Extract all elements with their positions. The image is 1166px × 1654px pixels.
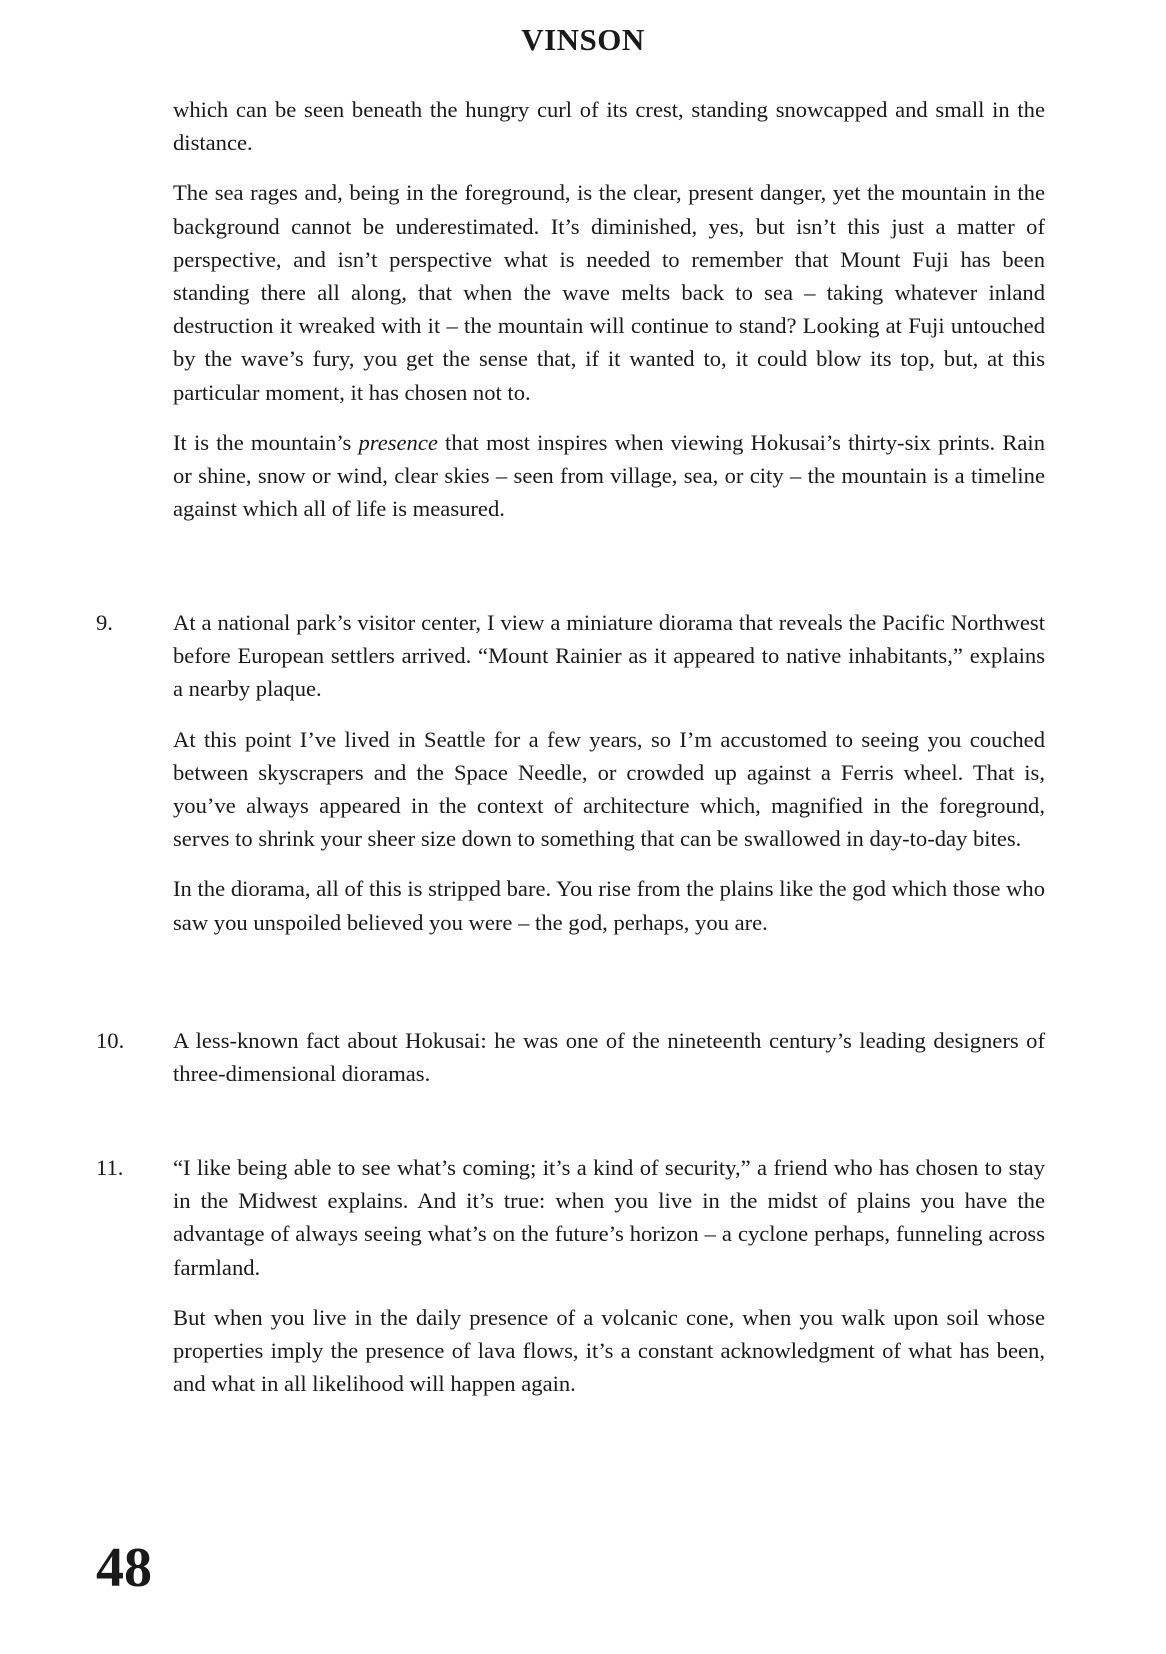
paragraph: But when you live in the daily presence of a volcanic cone, when you walk upon soil whose properties imply the presence of lava flows, it’s a constant acknowledgment of what has been, and what in all likelihood will happen again. [173,1304,1045,1397]
paragraph: “I like being able to see what’s coming; it’s a kind of security,” a friend who has chosen to stay in the Midwest explains. And it’s true: when you live in the midst of plains you have the advantage of always seeing what’s on the future’s horizon – a cyclone perhaps, funneling across farmland. [173,1155,1045,1280]
paragraph: At this point I’ve lived in Seattle for a few years, so I’m accustomed to seeing you couched between skyscrapers and the Space Needle, or crowded up against a Ferris wheel. That is, you’ve always appeared in the context of architecture which, magnified in the foreground, serves to shrink your sheer size down to something that can be swallowed in day-to-day bites. [173,726,1045,852]
running-head: VINSON [521,22,645,57]
section-number: 10. [96,1028,125,1053]
emphasis-text: presence [358,429,438,455]
paragraph-text: It is the mountain’s [173,429,359,455]
intro-text [173,93,1045,542]
paragraph: In the diorama, all of this is stripped bare. You rise from the plains like the god which those who saw you unspoiled believed you were – the god, perhaps, you are. [173,876,1045,935]
paragraph: At a national park’s visitor center, I view a miniature diorama that reveals the Pacific Northwest before European settlers arrived. “Mount Rainier as it appeared to native inhabitants,” explains a nearby plaque. [173,610,1045,702]
paragraph: A less-known fact about Hokusai: he was one of the nineteenth century’s leading designers of three-dimensional dioramas. [173,1028,1045,1087]
section-body [173,1151,1045,1417]
paragraph: which can be seen beneath the hungry curl of its crest, standing snowcapped and small in the distance. [173,97,1045,156]
paragraph: The sea rages and, being in the foreground, is the clear, present danger, yet the mountain in the background cannot be underestimated. It’s diminished, yes, but isn’t this just a matter of perspective, and isn’t perspective what is needed to remember that Mount Fuji has been standing there all along, that when the wave melts back to sea – taking whatever inland destruction it wreaked with it – the mountain will continue to stand? Looking at Fuji untouched by the wave’s fury, you get the sense that, if it wanted to, it could blow its top, but, at this particular moment, it has chosen not to. [173,180,1045,405]
section-body [173,1024,1045,1107]
page-number: 48 [96,1537,152,1599]
paragraph [173,426,1045,526]
section-body [173,606,1045,956]
section-number: 9. [96,610,113,635]
section-number: 11. [96,1155,124,1180]
paragraph-text: that most inspires when viewing Hokusai’s thirty-six prints. Rain or shine, snow or wind, clear skies – seen from village, sea, or city – the mountain is a timeline against which all of life is measured. [173,429,1046,522]
